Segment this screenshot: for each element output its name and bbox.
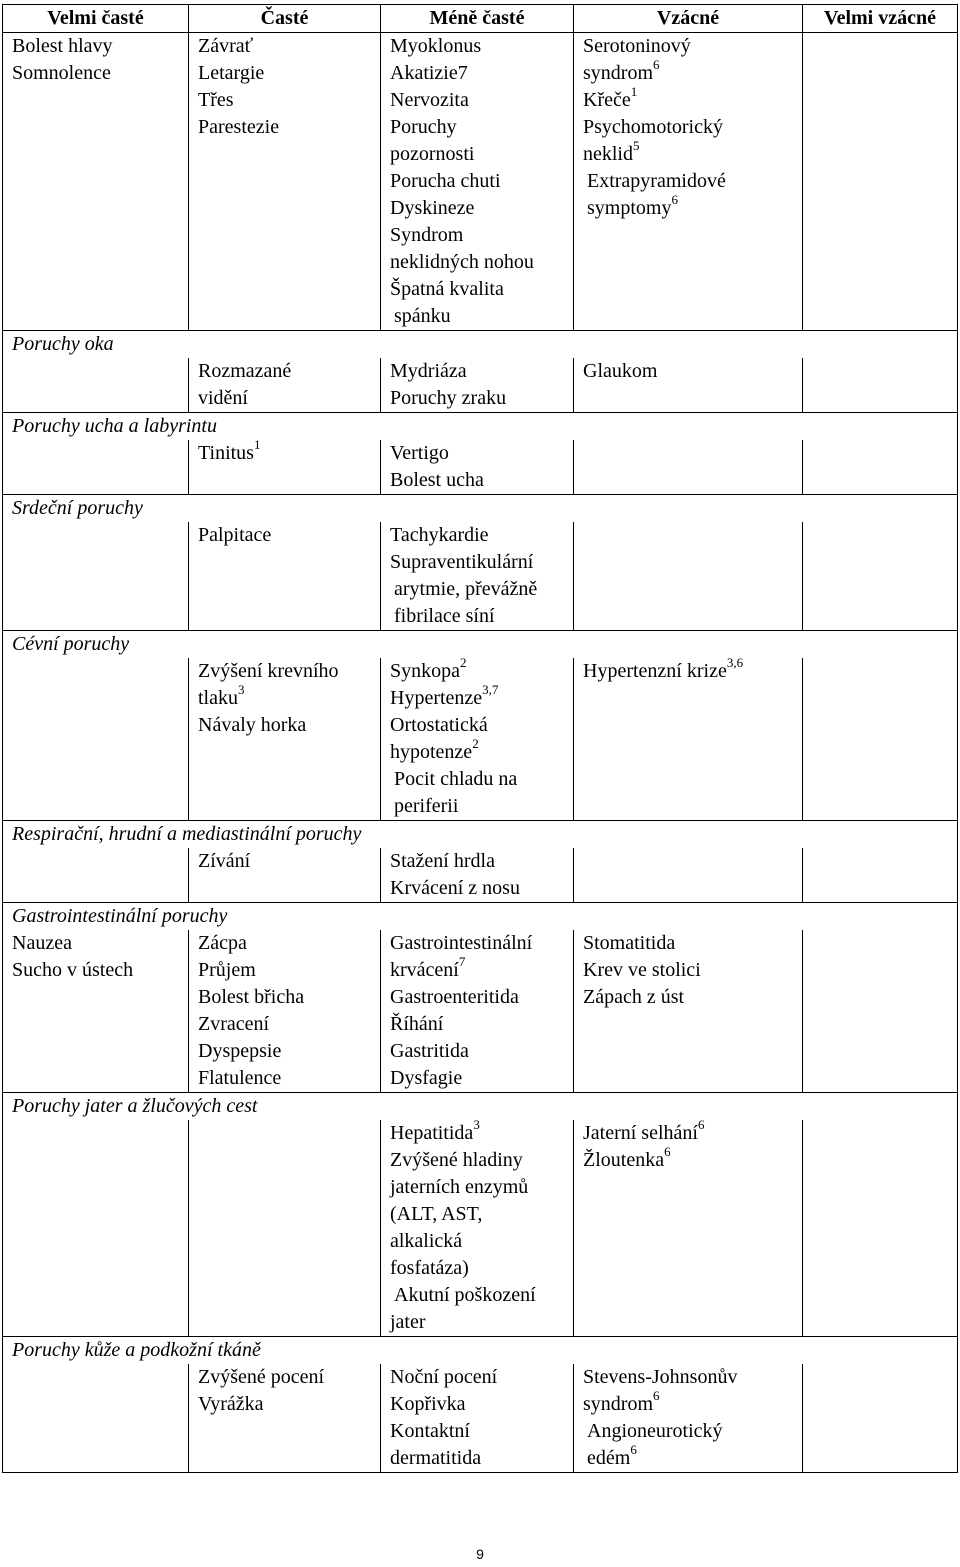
effect-name: Serotoninový — [583, 35, 691, 57]
footnote-ref: 6 — [653, 57, 660, 73]
effect-item — [390, 766, 569, 793]
effect-name: Žloutenka — [583, 1149, 665, 1171]
effect-item — [390, 875, 569, 902]
effect-item — [198, 930, 376, 957]
table-row — [3, 522, 958, 631]
cell-very-rare — [803, 522, 958, 631]
effect-name: syndrom — [583, 62, 653, 84]
effect-name: edém — [587, 1447, 631, 1469]
footnote-ref: 1 — [630, 84, 638, 100]
effect-item — [390, 848, 569, 875]
cell-rare — [574, 440, 803, 495]
effect-item — [390, 1282, 569, 1309]
effect-item — [198, 1011, 376, 1038]
effect-item — [390, 1445, 569, 1472]
category-row — [3, 821, 958, 849]
effect-item — [390, 793, 569, 820]
cell-common — [189, 358, 381, 413]
effect-name: Křeče — [583, 89, 631, 111]
cell-very-common — [3, 1120, 189, 1337]
effect-item — [390, 655, 569, 685]
footnote-ref: 5 — [633, 138, 640, 154]
effect-item — [390, 1011, 569, 1038]
effect-item — [198, 1038, 376, 1065]
table-row — [3, 848, 958, 903]
effect-name: Supraventikulární — [390, 551, 534, 573]
cell-common — [189, 33, 381, 331]
effect-name: Tachykardie — [390, 524, 489, 546]
cell-very-common — [3, 522, 189, 631]
effect-item — [198, 87, 376, 114]
effect-name: Stažení hrdla — [390, 850, 495, 872]
cell-very-rare — [803, 33, 958, 331]
effect-item — [198, 522, 376, 549]
table-row — [3, 1120, 958, 1337]
cell-common — [189, 848, 381, 903]
effect-item — [198, 682, 376, 712]
cell-rare — [574, 33, 803, 331]
effect-item — [390, 712, 569, 739]
cell-rare — [574, 522, 803, 631]
effect-name: Zvýšené pocení — [198, 1366, 325, 1388]
effect-name: Zácpa — [198, 932, 247, 954]
header-rare: Vzácné — [574, 5, 803, 33]
effect-item — [12, 957, 184, 984]
effect-name: Tinitus — [198, 442, 254, 464]
cell-very-common — [3, 1364, 189, 1473]
effect-name: Rozmazané — [198, 360, 292, 382]
effect-item — [390, 33, 569, 60]
effect-name: Kontaktní — [390, 1420, 470, 1442]
effect-name: arytmie, převážně — [394, 578, 538, 600]
cell-very-common — [3, 440, 189, 495]
cell-very-common — [3, 358, 189, 413]
effect-item — [198, 33, 376, 60]
category-label: Respirační, hrudní a mediastinální poruchy — [3, 821, 958, 849]
cell-very-rare — [803, 848, 958, 903]
effect-name: Poruchy — [390, 116, 457, 138]
effect-item — [12, 33, 184, 60]
effect-name: Krev ve stolici — [583, 959, 701, 981]
category-row — [3, 903, 958, 931]
category-row — [3, 413, 958, 441]
effect-item — [390, 60, 569, 87]
effect-name: Bolest břicha — [198, 986, 305, 1008]
table-row — [3, 658, 958, 821]
category-row — [3, 331, 958, 359]
footnote-ref: 2 — [472, 736, 479, 752]
effect-name: Hypertenze — [390, 687, 483, 709]
effect-item — [198, 957, 376, 984]
cell-rare — [574, 1117, 803, 1337]
effect-name: Akutní poškození — [394, 1284, 536, 1306]
effect-name: Vertigo — [390, 442, 449, 464]
effect-item — [583, 57, 798, 87]
effect-item — [583, 1144, 798, 1174]
cell-very-common — [3, 658, 189, 821]
effect-item — [583, 114, 798, 141]
effect-name: Dyspepsie — [198, 1040, 282, 1062]
category-row — [3, 1093, 958, 1121]
effect-name: periferii — [394, 795, 459, 817]
effect-name: Říhání — [390, 1013, 444, 1035]
cell-very-common — [3, 848, 189, 903]
effect-item — [390, 1117, 569, 1147]
effect-name: vidění — [198, 387, 248, 409]
cell-rare — [574, 1364, 803, 1473]
effect-item — [390, 303, 569, 330]
cell-common — [189, 1120, 381, 1337]
effect-name: symptomy — [587, 197, 672, 219]
effect-name: neklid — [583, 143, 633, 165]
footnote-ref: 3,7 — [482, 682, 499, 698]
effect-item — [390, 114, 569, 141]
effect-name: Porucha chuti — [390, 170, 501, 192]
effect-name: Poruchy zraku — [390, 387, 507, 409]
category-label: Srdeční poruchy — [3, 495, 958, 523]
effect-name: Jaterní selhání — [583, 1122, 698, 1144]
effect-item — [198, 114, 376, 141]
category-label: Poruchy jater a žlučových cest — [3, 1093, 958, 1121]
table-body — [3, 33, 958, 1473]
effect-item — [583, 930, 798, 957]
effect-item — [390, 222, 569, 249]
effect-item — [390, 195, 569, 222]
category-row — [3, 1337, 958, 1365]
effect-item — [198, 1065, 376, 1092]
table-row — [3, 33, 958, 331]
effect-name: Špatná kvalita — [390, 278, 504, 300]
effect-item — [390, 930, 569, 957]
effect-name: Gastroenteritida — [390, 986, 519, 1008]
effect-name: Stevens-Johnsonův — [583, 1366, 738, 1388]
effect-name: Psychomotorický — [583, 116, 723, 138]
cell-common — [189, 522, 381, 631]
effect-name: pozornosti — [390, 143, 475, 165]
effect-item — [390, 1364, 569, 1391]
effect-item — [390, 358, 569, 385]
effect-item — [583, 1388, 798, 1418]
footnote-ref: 1 — [253, 437, 261, 453]
cell-uncommon — [381, 522, 574, 631]
cell-very-rare — [803, 440, 958, 495]
effect-item — [390, 1174, 569, 1201]
header-common: Časté — [189, 5, 381, 33]
effect-item — [583, 168, 798, 195]
footnote-ref: 6 — [653, 1388, 660, 1404]
effect-name: Bolest hlavy — [12, 35, 113, 57]
effect-name: Glaukom — [583, 360, 658, 382]
effect-name: Kopřivka — [390, 1393, 466, 1415]
category-label: Poruchy kůže a podkožní tkáně — [3, 1337, 958, 1365]
effect-item — [390, 1201, 569, 1228]
category-label: Poruchy ucha a labyrintu — [3, 413, 958, 441]
effect-name: Zápach z úst — [583, 986, 685, 1008]
effect-item — [390, 385, 569, 412]
cell-uncommon — [381, 358, 574, 413]
effect-item — [198, 848, 376, 875]
cell-uncommon — [381, 440, 574, 495]
effect-item — [390, 984, 569, 1011]
table-row — [3, 440, 958, 495]
effect-item — [583, 984, 798, 1011]
effect-name: Zvýšené hladiny — [390, 1149, 523, 1171]
effect-item — [583, 1442, 798, 1472]
cell-uncommon — [381, 930, 574, 1093]
effect-item — [390, 736, 569, 766]
cell-uncommon — [381, 1364, 574, 1473]
effect-item — [583, 1364, 798, 1391]
footnote-ref: 3 — [473, 1117, 480, 1133]
effect-name: jaterních enzymů — [390, 1176, 529, 1198]
effect-name: Synkopa — [390, 660, 460, 682]
effect-name: Flatulence — [198, 1067, 282, 1089]
effect-name: jater — [390, 1311, 426, 1333]
effect-item — [390, 440, 569, 467]
effect-item — [583, 138, 798, 168]
cell-uncommon — [381, 655, 574, 821]
effect-item — [198, 60, 376, 87]
effect-item — [390, 522, 569, 549]
effect-item — [12, 930, 184, 957]
effect-name: Hepatitida — [390, 1122, 474, 1144]
effect-name: Hypertenzní krize — [583, 660, 727, 682]
effect-name: fosfatáza) — [390, 1257, 469, 1279]
effect-item — [583, 1418, 798, 1445]
table-row — [3, 1364, 958, 1473]
cell-common — [189, 658, 381, 821]
effect-item — [583, 655, 798, 685]
effect-name: Parestezie — [198, 116, 280, 138]
effect-name: fibrilace síní — [394, 605, 495, 627]
cell-common — [189, 437, 381, 495]
effect-item — [390, 467, 569, 494]
effect-name: Průjem — [198, 959, 256, 981]
effect-name: (ALT, AST, — [390, 1203, 483, 1225]
effect-item — [390, 1038, 569, 1065]
cell-rare — [574, 848, 803, 903]
effect-name: Akatizie7 — [390, 62, 468, 84]
effect-name: dermatitida — [390, 1447, 482, 1469]
effect-item — [198, 1391, 376, 1418]
effect-name: Angioneurotický — [587, 1420, 723, 1442]
cell-rare — [574, 930, 803, 1093]
cell-very-rare — [803, 358, 958, 413]
effect-name: Noční pocení — [390, 1366, 498, 1388]
effect-name: Nervozita — [390, 89, 469, 111]
cell-very-common — [3, 33, 189, 331]
effect-name: Extrapyramidové — [587, 170, 726, 192]
effect-item — [583, 84, 798, 114]
effect-name: Vyrážka — [198, 1393, 264, 1415]
effect-name: Myoklonus — [390, 35, 482, 57]
effect-name: alkalická — [390, 1230, 463, 1252]
footnote-ref: 6 — [664, 1144, 671, 1160]
category-row — [3, 631, 958, 659]
effect-name: Palpitace — [198, 524, 272, 546]
category-label: Poruchy oka — [3, 331, 958, 359]
effect-name: Zvýšení krevního — [198, 660, 339, 682]
effect-name: Návaly horka — [198, 714, 307, 736]
effect-item — [390, 87, 569, 114]
effect-name: syndrom — [583, 1393, 653, 1415]
page-number: 9 — [476, 1546, 484, 1562]
effect-item — [390, 954, 569, 984]
effect-item — [198, 658, 376, 685]
cell-very-rare — [803, 1120, 958, 1337]
effect-item — [12, 60, 184, 87]
effect-item — [198, 385, 376, 412]
category-label: Cévní poruchy — [3, 631, 958, 659]
effect-name: Mydriáza — [390, 360, 467, 382]
header-row — [3, 5, 958, 33]
effect-item — [583, 358, 798, 385]
effect-name: Syndrom — [390, 224, 464, 246]
cell-very-rare — [803, 1364, 958, 1473]
effect-name: Dyskineze — [390, 197, 475, 219]
effect-item — [390, 1391, 569, 1418]
effect-name: Somnolence — [12, 62, 111, 84]
effect-name: Letargie — [198, 62, 265, 84]
cell-uncommon — [381, 33, 574, 331]
header-very-common: Velmi časté — [3, 5, 189, 33]
cell-rare — [574, 358, 803, 413]
category-row — [3, 495, 958, 523]
effect-name: Sucho v ústech — [12, 959, 134, 981]
adverse-effects-table — [2, 4, 958, 1473]
cell-very-rare — [803, 658, 958, 821]
effect-name: tlaku — [198, 687, 238, 709]
effect-item — [390, 1309, 569, 1336]
effect-item — [390, 549, 569, 576]
effect-item — [390, 1255, 569, 1282]
footnote-ref: 6 — [697, 1117, 705, 1133]
cell-rare — [574, 655, 803, 821]
footnote-ref: 7 — [458, 954, 466, 970]
effect-item — [583, 957, 798, 984]
footnote-ref: 6 — [630, 1442, 637, 1458]
effect-item — [583, 1117, 798, 1147]
effect-name: Třes — [198, 89, 234, 111]
effect-name: Gastrointestinální — [390, 932, 533, 954]
effect-item — [390, 276, 569, 303]
effect-name: Stomatitida — [583, 932, 676, 954]
effect-item — [198, 712, 376, 739]
effect-item — [583, 33, 798, 60]
cell-very-rare — [803, 930, 958, 1093]
effect-item — [198, 1364, 376, 1391]
category-label: Gastrointestinální poruchy — [3, 903, 958, 931]
effect-name: Dysfagie — [390, 1067, 463, 1089]
effect-item — [390, 249, 569, 276]
effect-item — [390, 168, 569, 195]
effect-name: neklidných nohou — [390, 251, 534, 273]
header-uncommon: Méně časté — [381, 5, 574, 33]
effect-name: Závrať — [198, 35, 254, 57]
table-row — [3, 930, 958, 1093]
effect-name: Gastritida — [390, 1040, 469, 1062]
effect-item — [390, 1228, 569, 1255]
header-very-rare: Velmi vzácné — [803, 5, 958, 33]
footnote-ref: 3 — [238, 682, 245, 698]
effect-item — [390, 1065, 569, 1092]
effect-name: Pocit chladu na — [394, 768, 518, 790]
effect-item — [198, 984, 376, 1011]
effect-name: Zvracení — [198, 1013, 270, 1035]
cell-uncommon — [381, 848, 574, 903]
cell-common — [189, 1364, 381, 1473]
effect-name: Krvácení z nosu — [390, 877, 520, 899]
effect-name: krvácení — [390, 959, 459, 981]
effect-name: spánku — [394, 305, 451, 327]
effect-item — [390, 576, 569, 603]
footnote-ref: 2 — [460, 655, 467, 671]
effect-item — [198, 437, 376, 467]
cell-uncommon — [381, 1117, 574, 1337]
effect-item — [390, 682, 569, 712]
effect-item — [390, 141, 569, 168]
effect-item — [198, 358, 376, 385]
effect-name: Zívání — [198, 850, 251, 872]
effect-name: Nauzea — [12, 932, 72, 954]
effect-item — [390, 1147, 569, 1174]
cell-very-common — [3, 930, 189, 1093]
footnote-ref: 6 — [671, 192, 678, 208]
cell-common — [189, 930, 381, 1093]
effect-name: hypotenze — [390, 741, 473, 763]
effect-name: Bolest ucha — [390, 469, 484, 491]
footnote-ref: 3,6 — [726, 655, 744, 671]
effect-name: Ortostatická — [390, 714, 488, 736]
table-row — [3, 358, 958, 413]
effect-item — [390, 1418, 569, 1445]
effect-item — [583, 192, 798, 222]
effect-item — [390, 603, 569, 630]
